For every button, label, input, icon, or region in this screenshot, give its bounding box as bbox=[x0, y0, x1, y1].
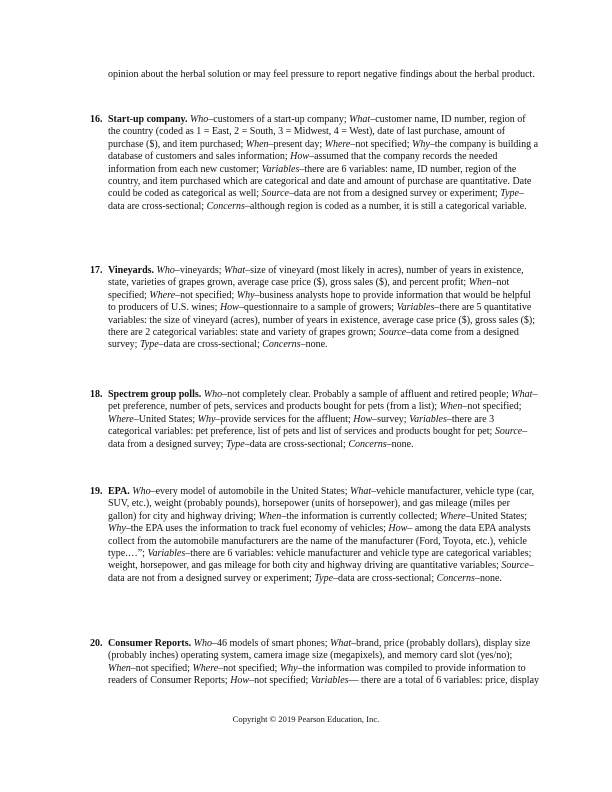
field-text: –none. bbox=[474, 572, 502, 584]
field-label: Why bbox=[412, 138, 430, 150]
field-text: –size of vineyard (most likely in acres), number of years in existence, state, varieties of grapes grown, average case price ($), gross sales ($), and percent profit; bbox=[108, 265, 524, 289]
field-text: –business analysts hope to provide information that would be helpful to producers of U.S. wines; bbox=[108, 289, 531, 314]
field-text: –not specified; bbox=[108, 277, 510, 301]
exercise-body bbox=[108, 114, 540, 213]
exercise-title: Consumer Reports. bbox=[108, 638, 192, 649]
field-text: –customers of a start-up company; bbox=[208, 114, 350, 125]
field-label: How bbox=[219, 302, 239, 314]
field-label: Who bbox=[156, 265, 175, 276]
exercise-body bbox=[108, 389, 540, 451]
field-label: Source bbox=[501, 560, 529, 572]
field-label: Variables bbox=[409, 413, 447, 425]
field-label: Where bbox=[324, 138, 351, 150]
field-text: –the company is building a database of customers and sales information; bbox=[108, 138, 539, 163]
field-text: –data come from a designed survey; bbox=[108, 327, 519, 351]
field-label: Source bbox=[378, 327, 407, 339]
field-label: Why bbox=[279, 662, 298, 674]
field-label: Type bbox=[226, 438, 245, 450]
exercise-number: 18. bbox=[90, 389, 103, 400]
field-text: –there are 3 categorical variables: pet preference, list of pets and list of services and products bought for pet; bbox=[108, 413, 495, 438]
field-text: –not specified; bbox=[462, 401, 522, 413]
exercise-body bbox=[108, 638, 540, 688]
field-text: — there are a total of 6 variables: price, display bbox=[348, 675, 540, 687]
exercise-title: EPA. bbox=[108, 486, 130, 497]
exercise-text bbox=[108, 265, 535, 350]
field-text: –data are not from a designed survey or experiment; bbox=[288, 188, 501, 200]
field-text: –there are 6 variables: name, ID number, region of the country, and item purchased which are categorical and date and amount of purchase are quantitative. Date could be coded as categorical as well; bbox=[108, 163, 532, 200]
field-text: –although region is coded as a number, it is still a categorical variable. bbox=[244, 200, 527, 212]
field-text: –there are 5 quantitative variables: the size of vineyard (acres), number of years in existence, average case price ($), gross sales ($); there are 2 categorical variables: state and variety of grapes grown; bbox=[108, 302, 536, 339]
exercise-title: Vineyards. bbox=[108, 265, 155, 276]
field-text: –customer name, ID number, region of the country (coded as 1 = East, 2 = South, 3 = Midwest, 4 = West), date of last purchase, amount of purchase ($), and item purchased; bbox=[108, 114, 526, 150]
field-label: Why bbox=[197, 413, 216, 425]
exercise-text bbox=[108, 486, 534, 584]
field-label: Concerns bbox=[206, 200, 245, 212]
continuation-text: opinion about the herbal solution or may feel pressure to report negative findings about the herbal product. bbox=[108, 69, 535, 80]
field-label: Where bbox=[439, 510, 466, 522]
field-text: –United States; bbox=[465, 510, 527, 522]
field-text: –the information was compiled to provide information to readers of Consumer Reports; bbox=[108, 662, 526, 687]
field-label: Why bbox=[236, 289, 255, 301]
field-text: –not specified; bbox=[218, 662, 280, 674]
field-text: –not specified; bbox=[130, 662, 193, 674]
field-text: –provide services for the affluent; bbox=[215, 413, 354, 425]
field-text: –data from a designed survey; bbox=[108, 426, 528, 450]
field-label: When bbox=[258, 510, 282, 522]
field-label: Source bbox=[261, 188, 289, 200]
field-label: What bbox=[350, 486, 372, 497]
field-text: –not specified; bbox=[249, 675, 311, 687]
field-text: –the information is currently collected; bbox=[281, 510, 440, 522]
field-label: Concerns bbox=[262, 339, 301, 351]
field-label: What bbox=[349, 114, 371, 125]
exercise-18 bbox=[90, 389, 540, 451]
field-text: –data are cross-sectional; bbox=[333, 572, 437, 584]
field-text: –vehicle manufacturer, vehicle type (car, SUV, etc.), weight (probably pounds), horsepower (units of horsepower), and gas mileage (miles per gallon) for city and highway driving; bbox=[108, 486, 535, 522]
field-label: When bbox=[468, 277, 492, 289]
field-text: –present day; bbox=[268, 138, 325, 150]
field-text: –the EPA uses the information to track fuel economy of vehicles; bbox=[125, 523, 389, 535]
field-label: Type bbox=[139, 339, 159, 351]
field-text: –data are not from a designed survey or experiment; bbox=[108, 560, 534, 584]
exercise-number: 17. bbox=[90, 265, 103, 276]
field-label: Type bbox=[314, 572, 334, 584]
field-label: What bbox=[224, 265, 246, 276]
field-label: Who bbox=[193, 638, 212, 649]
field-label: When bbox=[439, 401, 463, 413]
exercise-number: 19. bbox=[90, 486, 103, 497]
field-text: –United States; bbox=[133, 413, 198, 425]
exercise-text bbox=[108, 114, 538, 212]
field-label: Why bbox=[108, 523, 126, 535]
field-text: –questionnaire to a sample of growers; bbox=[238, 302, 397, 314]
field-text: –survey; bbox=[372, 413, 410, 425]
field-label: Concerns bbox=[348, 438, 387, 450]
field-label: When bbox=[108, 662, 131, 674]
field-label: How bbox=[290, 151, 310, 163]
field-label: What bbox=[511, 389, 533, 400]
field-text: – among the data EPA analysts collect from the automobile manufacturers are the name of the manufacturer (Ford, Toyota, etc.), vehicle type.…”; bbox=[108, 523, 531, 560]
exercise-16 bbox=[90, 114, 540, 213]
exercise-title: Spectrem group polls. bbox=[108, 389, 202, 400]
field-text: –data are cross-sectional; bbox=[108, 188, 524, 212]
exercise-number: 16. bbox=[90, 114, 103, 125]
field-label: Concerns bbox=[436, 572, 475, 584]
field-label: Where bbox=[192, 662, 219, 674]
field-text: –none. bbox=[386, 438, 414, 450]
field-label: Where bbox=[108, 413, 134, 425]
copyright-footer: Copyright © 2019 Pearson Education, Inc. bbox=[232, 714, 380, 724]
exercise-19 bbox=[90, 486, 540, 585]
field-label: When bbox=[245, 138, 269, 150]
exercise-title: Start-up company. bbox=[108, 114, 188, 125]
field-text: –not completely clear. Probably a sample of affluent and retired people; bbox=[222, 389, 512, 400]
exercise-body bbox=[108, 265, 540, 352]
exercise-20 bbox=[90, 638, 540, 688]
field-label: Who bbox=[189, 114, 209, 125]
exercise-number: 20. bbox=[90, 638, 103, 649]
field-text: –there are 6 variables: vehicle manufacturer and vehicle type are categorical variables; weight, horsepower, and gas mileage for both city and highway driving are quantitative variables; bbox=[108, 548, 532, 572]
field-label: Where bbox=[149, 289, 176, 301]
continuation-paragraph bbox=[108, 69, 538, 81]
field-label: Variables bbox=[310, 675, 349, 687]
field-label: How bbox=[353, 413, 373, 425]
field-label: Variables bbox=[147, 548, 186, 560]
exercise-17 bbox=[90, 265, 540, 352]
field-label: Source bbox=[494, 426, 523, 438]
field-text: –not specified; bbox=[175, 289, 237, 301]
field-label: Variables bbox=[396, 302, 435, 314]
field-label: Variables bbox=[261, 163, 300, 175]
field-label: What bbox=[330, 638, 352, 649]
field-label: How bbox=[388, 523, 408, 535]
field-text: –assumed that the company records the needed information from each new customer; bbox=[108, 151, 498, 175]
field-label: Who bbox=[203, 389, 223, 400]
field-text: –brand, price (probably dollars), display size (probably inches) operating system, camera image size (megapixels), and memory card slot (yes/no); bbox=[108, 638, 531, 662]
field-text: –data are cross-sectional; bbox=[244, 438, 349, 450]
field-label: Who bbox=[132, 486, 151, 497]
field-text: –not specified; bbox=[350, 138, 412, 150]
field-text: –none. bbox=[300, 339, 328, 351]
field-label: How bbox=[230, 675, 250, 687]
field-text: –every model of automobile in the United States; bbox=[150, 486, 351, 497]
exercise-body bbox=[108, 486, 540, 585]
field-text: –pet preference, number of pets, services and products bought for pets (from a list); bbox=[108, 389, 538, 413]
field-text: –vineyards; bbox=[174, 265, 225, 276]
field-text: –46 models of smart phones; bbox=[212, 638, 331, 649]
field-text: –data are cross-sectional; bbox=[158, 339, 263, 351]
field-label: Type bbox=[500, 188, 519, 200]
